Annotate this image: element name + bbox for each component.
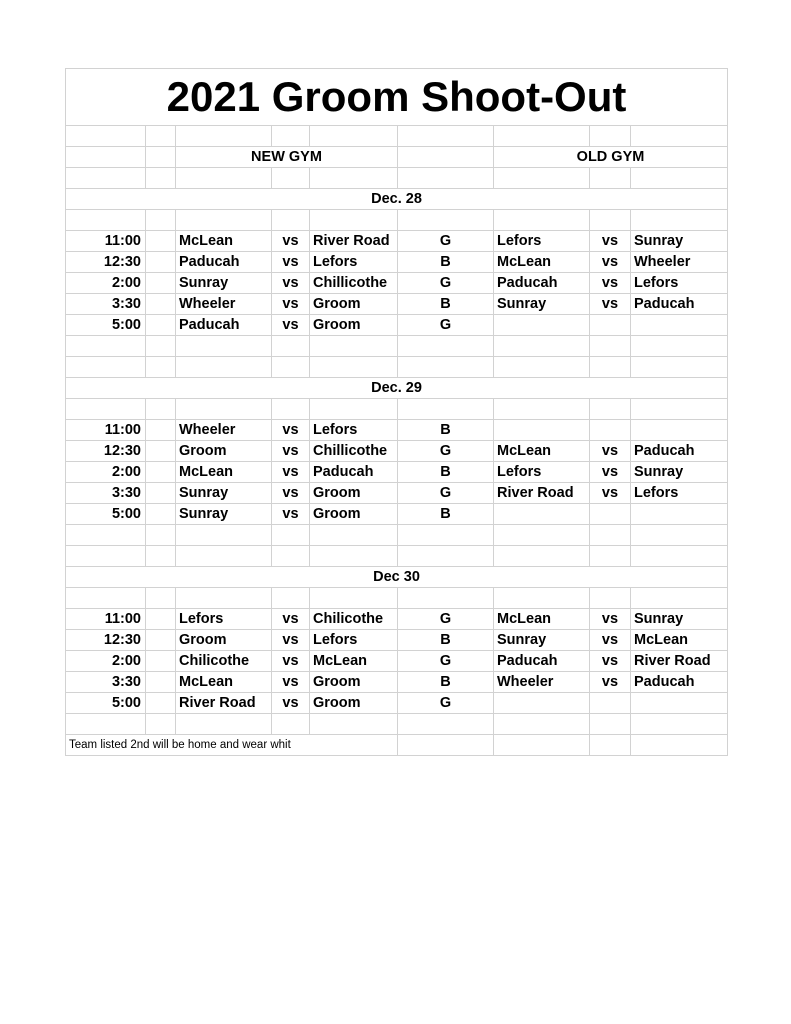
schedule-body <box>66 69 728 756</box>
new-gym-vs: vs <box>272 672 310 693</box>
old-gym-vs: vs <box>590 273 631 294</box>
old-gym-team-2: Lefors <box>631 483 728 504</box>
game-row <box>66 231 728 252</box>
division-code: B <box>398 630 494 651</box>
day-header-row <box>66 189 728 210</box>
old-gym-team-2: Lefors <box>631 273 728 294</box>
day-label: Dec. 29 <box>66 378 728 399</box>
new-gym-vs: vs <box>272 630 310 651</box>
old-gym-team-2: Paducah <box>631 672 728 693</box>
old-gym-team-2 <box>631 420 728 441</box>
new-gym-vs: vs <box>272 483 310 504</box>
title-row <box>66 69 728 126</box>
new-gym-team-2: Groom <box>310 504 398 525</box>
footnote-row <box>66 735 728 756</box>
old-gym-team-1: Lefors <box>494 462 590 483</box>
new-gym-team-1: Groom <box>176 630 272 651</box>
spacer-cell <box>146 651 176 672</box>
game-row <box>66 441 728 462</box>
old-gym-vs: vs <box>590 609 631 630</box>
division-code: G <box>398 273 494 294</box>
spacer-cell <box>146 273 176 294</box>
old-gym-team-1: River Road <box>494 483 590 504</box>
schedule-sheet <box>65 68 727 756</box>
game-time: 3:30 <box>66 483 146 504</box>
old-gym-vs: vs <box>590 483 631 504</box>
old-gym-vs: vs <box>590 252 631 273</box>
game-row <box>66 420 728 441</box>
new-gym-team-1: Sunray <box>176 273 272 294</box>
game-time: 2:00 <box>66 651 146 672</box>
game-row <box>66 462 728 483</box>
new-gym-header: NEW GYM <box>176 147 398 168</box>
old-gym-header: OLD GYM <box>494 147 728 168</box>
division-code: B <box>398 420 494 441</box>
gym-header-row <box>66 147 728 168</box>
old-gym-vs <box>590 504 631 525</box>
game-row <box>66 315 728 336</box>
game-row <box>66 651 728 672</box>
new-gym-vs: vs <box>272 693 310 714</box>
spacer-cell <box>146 630 176 651</box>
spacer-row <box>66 714 728 735</box>
new-gym-team-2: River Road <box>310 231 398 252</box>
game-row <box>66 609 728 630</box>
old-gym-team-1: McLean <box>494 609 590 630</box>
new-gym-vs: vs <box>272 462 310 483</box>
new-gym-vs: vs <box>272 252 310 273</box>
spacer-cell <box>146 252 176 273</box>
game-row <box>66 630 728 651</box>
new-gym-team-1: River Road <box>176 693 272 714</box>
new-gym-team-2: Groom <box>310 693 398 714</box>
old-gym-vs <box>590 315 631 336</box>
new-gym-team-2: Groom <box>310 672 398 693</box>
game-row <box>66 252 728 273</box>
old-gym-vs: vs <box>590 462 631 483</box>
new-gym-vs: vs <box>272 504 310 525</box>
old-gym-team-1: Wheeler <box>494 672 590 693</box>
spacer-row <box>66 357 728 378</box>
old-gym-team-2: Wheeler <box>631 252 728 273</box>
spacer-row <box>66 126 728 147</box>
new-gym-team-2: Groom <box>310 294 398 315</box>
spacer-cell <box>146 441 176 462</box>
old-gym-team-2: Sunray <box>631 462 728 483</box>
game-time: 3:30 <box>66 294 146 315</box>
old-gym-team-2: McLean <box>631 630 728 651</box>
game-time: 11:00 <box>66 420 146 441</box>
old-gym-vs <box>590 420 631 441</box>
game-row <box>66 672 728 693</box>
old-gym-team-1 <box>494 504 590 525</box>
new-gym-team-2: Lefors <box>310 420 398 441</box>
day-label: Dec. 28 <box>66 189 728 210</box>
spacer-row <box>66 525 728 546</box>
game-row <box>66 693 728 714</box>
game-time: 2:00 <box>66 462 146 483</box>
game-time: 5:00 <box>66 693 146 714</box>
division-code: G <box>398 441 494 462</box>
day-label: Dec 30 <box>66 567 728 588</box>
game-time: 11:00 <box>66 609 146 630</box>
game-row <box>66 504 728 525</box>
spacer-cell <box>146 462 176 483</box>
old-gym-team-2: Sunray <box>631 231 728 252</box>
spacer-cell <box>146 315 176 336</box>
old-gym-team-1: Lefors <box>494 231 590 252</box>
old-gym-team-1: Paducah <box>494 273 590 294</box>
game-time: 11:00 <box>66 231 146 252</box>
game-time: 5:00 <box>66 315 146 336</box>
spacer-row <box>66 399 728 420</box>
game-row <box>66 294 728 315</box>
new-gym-vs: vs <box>272 294 310 315</box>
new-gym-team-1: McLean <box>176 462 272 483</box>
spacer-cell <box>146 420 176 441</box>
new-gym-vs: vs <box>272 651 310 672</box>
old-gym-team-2: River Road <box>631 651 728 672</box>
new-gym-vs: vs <box>272 441 310 462</box>
old-gym-team-1: Paducah <box>494 651 590 672</box>
division-code: G <box>398 315 494 336</box>
new-gym-team-2: McLean <box>310 651 398 672</box>
new-gym-team-1: McLean <box>176 231 272 252</box>
spacer-row <box>66 546 728 567</box>
spacer-row <box>66 588 728 609</box>
spacer-cell <box>146 672 176 693</box>
new-gym-team-2: Chillicothe <box>310 273 398 294</box>
old-gym-vs: vs <box>590 651 631 672</box>
new-gym-team-1: Wheeler <box>176 294 272 315</box>
new-gym-team-2: Chillicothe <box>310 441 398 462</box>
game-time: 12:30 <box>66 252 146 273</box>
division-code: B <box>398 672 494 693</box>
game-time: 12:30 <box>66 441 146 462</box>
new-gym-team-1: Groom <box>176 441 272 462</box>
old-gym-vs: vs <box>590 441 631 462</box>
game-time: 12:30 <box>66 630 146 651</box>
old-gym-team-2 <box>631 315 728 336</box>
new-gym-team-2: Lefors <box>310 630 398 651</box>
new-gym-team-1: Paducah <box>176 252 272 273</box>
new-gym-team-1: McLean <box>176 672 272 693</box>
new-gym-team-1: Sunray <box>176 504 272 525</box>
division-code: G <box>398 231 494 252</box>
old-gym-vs: vs <box>590 231 631 252</box>
division-code: B <box>398 294 494 315</box>
game-row <box>66 483 728 504</box>
page-title: 2021 Groom Shoot-Out <box>66 69 728 126</box>
new-gym-vs: vs <box>272 609 310 630</box>
old-gym-team-1: McLean <box>494 252 590 273</box>
old-gym-team-1 <box>494 315 590 336</box>
division-code: B <box>398 504 494 525</box>
spacer-cell <box>146 483 176 504</box>
old-gym-team-2: Paducah <box>631 441 728 462</box>
division-code: B <box>398 462 494 483</box>
spacer-cell <box>146 231 176 252</box>
old-gym-team-1 <box>494 693 590 714</box>
old-gym-team-1: Sunray <box>494 294 590 315</box>
old-gym-vs: vs <box>590 294 631 315</box>
game-row <box>66 273 728 294</box>
old-gym-team-1 <box>494 420 590 441</box>
new-gym-team-1: Wheeler <box>176 420 272 441</box>
division-code: G <box>398 483 494 504</box>
division-code: B <box>398 252 494 273</box>
old-gym-team-2 <box>631 504 728 525</box>
new-gym-vs: vs <box>272 273 310 294</box>
spacer-cell <box>146 693 176 714</box>
footnote: Team listed 2nd will be home and wear whit <box>66 735 398 756</box>
new-gym-vs: vs <box>272 420 310 441</box>
spacer-row <box>66 336 728 357</box>
spacer-cell <box>146 609 176 630</box>
new-gym-team-1: Paducah <box>176 315 272 336</box>
division-code: G <box>398 651 494 672</box>
new-gym-team-2: Paducah <box>310 462 398 483</box>
new-gym-vs: vs <box>272 231 310 252</box>
new-gym-team-2: Groom <box>310 315 398 336</box>
new-gym-team-1: Sunray <box>176 483 272 504</box>
spacer-row <box>66 210 728 231</box>
spacer-cell <box>146 504 176 525</box>
new-gym-vs: vs <box>272 315 310 336</box>
old-gym-team-2 <box>631 693 728 714</box>
spacer-row <box>66 168 728 189</box>
old-gym-vs <box>590 693 631 714</box>
new-gym-team-1: Chilicothe <box>176 651 272 672</box>
schedule-table <box>65 68 728 756</box>
old-gym-vs: vs <box>590 630 631 651</box>
day-header-row <box>66 378 728 399</box>
old-gym-vs: vs <box>590 672 631 693</box>
spacer-cell <box>146 294 176 315</box>
old-gym-team-1: McLean <box>494 441 590 462</box>
division-code: G <box>398 693 494 714</box>
new-gym-team-2: Lefors <box>310 252 398 273</box>
game-time: 5:00 <box>66 504 146 525</box>
game-time: 3:30 <box>66 672 146 693</box>
new-gym-team-2: Chilicothe <box>310 609 398 630</box>
old-gym-team-2: Paducah <box>631 294 728 315</box>
new-gym-team-2: Groom <box>310 483 398 504</box>
old-gym-team-1: Sunray <box>494 630 590 651</box>
day-header-row <box>66 567 728 588</box>
game-time: 2:00 <box>66 273 146 294</box>
new-gym-team-1: Lefors <box>176 609 272 630</box>
old-gym-team-2: Sunray <box>631 609 728 630</box>
division-code: G <box>398 609 494 630</box>
